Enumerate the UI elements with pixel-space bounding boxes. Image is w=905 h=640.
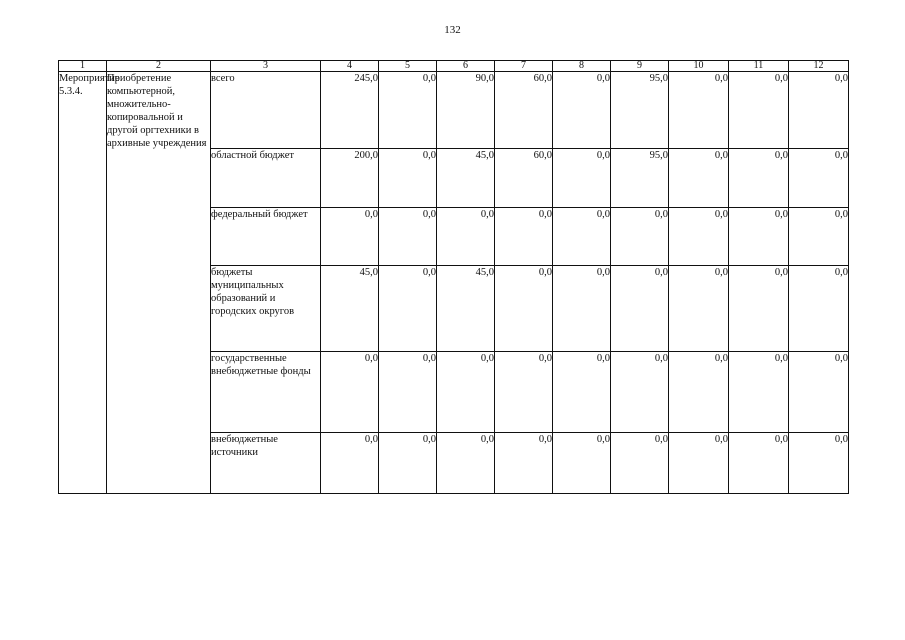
value-cell: 0,0 [437,208,495,266]
value-cell: 0,0 [437,352,495,433]
funding-source: федеральный бюджет [211,208,321,266]
value-cell: 0,0 [729,72,789,149]
funding-source: бюджеты муниципальных образований и городских округов [211,266,321,352]
value-cell: 45,0 [437,149,495,208]
table-row [59,72,849,149]
value-cell: 0,0 [789,433,849,494]
value-cell: 245,0 [321,72,379,149]
column-number: 2 [107,61,211,72]
column-number: 11 [729,61,789,72]
value-cell: 0,0 [553,208,611,266]
measure-code: Мероприятие 5.3.4. [59,72,107,494]
column-number: 10 [669,61,729,72]
value-cell: 0,0 [321,352,379,433]
value-cell: 0,0 [379,72,437,149]
value-cell: 0,0 [495,266,553,352]
value-cell: 0,0 [553,72,611,149]
value-cell: 60,0 [495,72,553,149]
value-cell: 0,0 [321,208,379,266]
funding-source: областной бюджет [211,149,321,208]
value-cell: 0,0 [611,352,669,433]
value-cell: 0,0 [789,208,849,266]
value-cell: 0,0 [611,208,669,266]
column-number: 9 [611,61,669,72]
value-cell: 0,0 [729,352,789,433]
column-number: 8 [553,61,611,72]
value-cell: 0,0 [789,266,849,352]
funding-source: всего [211,72,321,149]
header-row [59,61,849,72]
measure-name: Приобретение компьютерной, множительно-копировальной и другой оргтехники в архивные учреждения [107,72,211,494]
value-cell: 0,0 [669,72,729,149]
value-cell: 0,0 [553,149,611,208]
value-cell: 0,0 [729,149,789,208]
value-cell: 0,0 [553,352,611,433]
value-cell: 0,0 [669,352,729,433]
value-cell: 0,0 [495,208,553,266]
value-cell: 0,0 [321,433,379,494]
column-number: 12 [789,61,849,72]
value-cell: 45,0 [437,266,495,352]
column-number: 3 [211,61,321,72]
column-number: 7 [495,61,553,72]
value-cell: 45,0 [321,266,379,352]
funding-source: государственные внебюджетные фонды [211,352,321,433]
column-number: 1 [59,61,107,72]
value-cell: 0,0 [729,266,789,352]
value-cell: 0,0 [495,433,553,494]
value-cell: 60,0 [495,149,553,208]
funding-source: внебюджетные источники [211,433,321,494]
value-cell: 0,0 [729,208,789,266]
value-cell: 0,0 [789,72,849,149]
value-cell: 0,0 [379,208,437,266]
value-cell: 0,0 [669,433,729,494]
value-cell: 0,0 [379,266,437,352]
funding-table [58,60,849,494]
value-cell: 0,0 [553,433,611,494]
page-number: 132 [444,24,461,36]
value-cell: 0,0 [379,149,437,208]
column-number: 4 [321,61,379,72]
value-cell: 0,0 [379,433,437,494]
value-cell: 0,0 [553,266,611,352]
value-cell: 0,0 [495,352,553,433]
value-cell: 0,0 [729,433,789,494]
value-cell: 0,0 [669,266,729,352]
value-cell: 0,0 [669,208,729,266]
value-cell: 0,0 [669,149,729,208]
value-cell: 0,0 [611,433,669,494]
value-cell: 95,0 [611,72,669,149]
value-cell: 0,0 [789,149,849,208]
value-cell: 0,0 [437,433,495,494]
value-cell: 200,0 [321,149,379,208]
column-number: 5 [379,61,437,72]
value-cell: 0,0 [611,266,669,352]
value-cell: 0,0 [379,352,437,433]
value-cell: 0,0 [789,352,849,433]
value-cell: 95,0 [611,149,669,208]
value-cell: 90,0 [437,72,495,149]
column-number: 6 [437,61,495,72]
